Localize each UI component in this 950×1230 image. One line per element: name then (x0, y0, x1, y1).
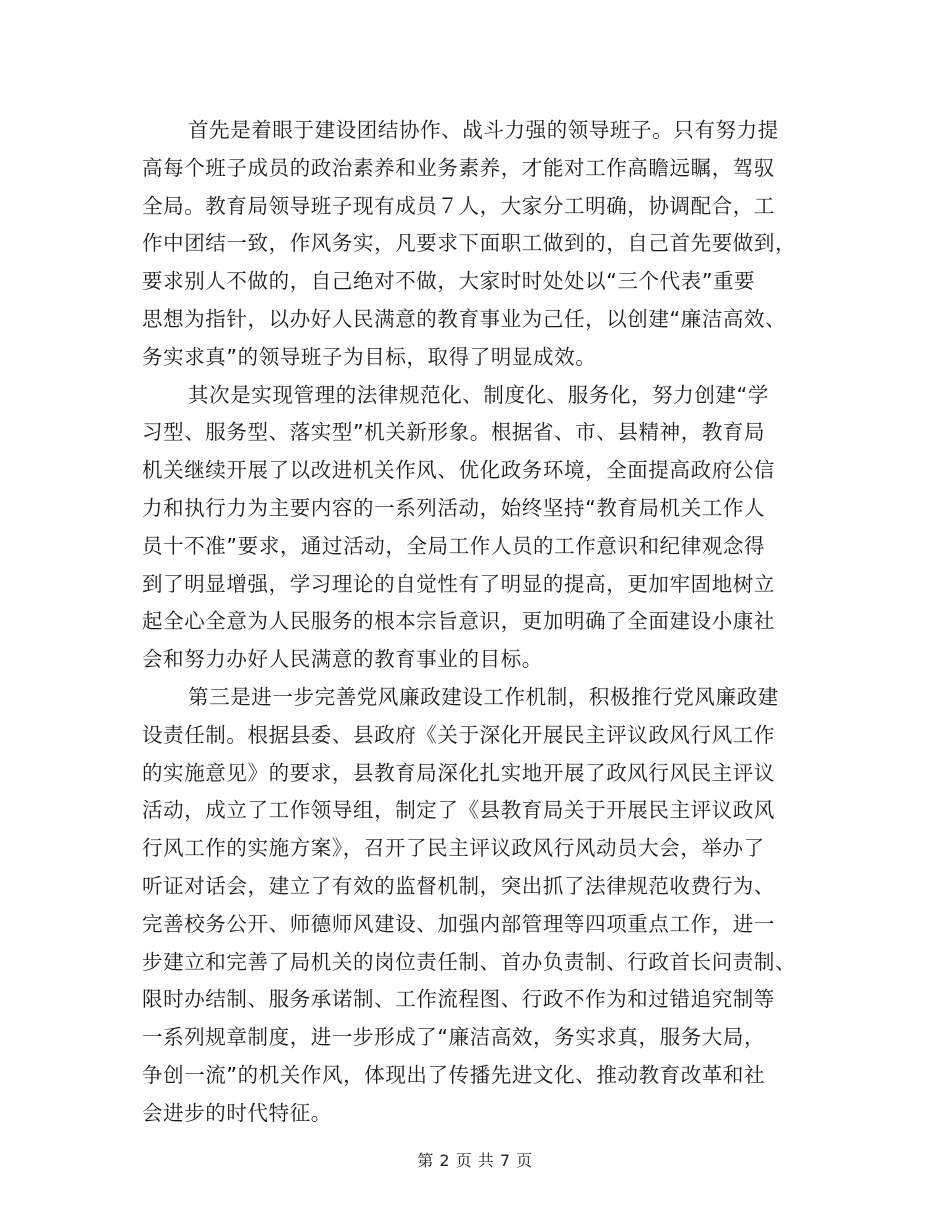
text-line: 的实施意见》的要求，县教育局深化扎实地开展了政风行风民主评议 (142, 760, 775, 785)
text-line: 设责任制。根据县委、县政府《关于深化开展民主评议政风行风工作 (142, 722, 775, 747)
text-line: 思想为指针，以办好人民满意的教育事业为己任，以创建“廉洁高效、 (142, 306, 787, 331)
text-line: 第三是进一步完善党风廉政建设工作机制，积极推行党风廉政建 (188, 684, 779, 709)
text-line: 要求别人不做的，自己绝对不做，大家时时处处以“三个代表”重要 (142, 269, 756, 294)
text-line: 作中团结一致，作风务实，凡要求下面职工做到的，自己首先要做到， (142, 231, 797, 256)
text-line: 听证对话会，建立了有效的监督机制，突出抓了法律规范收费行为、 (142, 873, 775, 898)
text-line: 完善校务公开、师德师风建设、加强内部管理等四项重点工作，进一 (142, 911, 775, 936)
text-line: 高每个班子成员的政治素养和业务素养，才能对工作高瞻远瞩，驾驭 (142, 155, 775, 180)
text-line: 务实求真”的领导班子为目标，取得了明显成效。 (142, 344, 597, 369)
page-number-footer: 第 2 页 共 7 页 (417, 1151, 533, 1170)
text-line: 步建立和完善了局机关的岗位责任制、首办负责制、行政首长问责制、 (142, 949, 797, 974)
document-body (142, 112, 812, 1133)
text-line: 到了明显增强，学习理论的自觉性有了明显的提高，更加牢固地树立 (142, 571, 775, 596)
text-line: 力和执行力为主要内容的一系列活动，始终坚持“教育局机关工作人 (142, 495, 766, 520)
paragraph-3 (142, 679, 812, 1133)
text-line: 限时办结制、服务承诺制、工作流程图、行政不作为和过错追究制等 (142, 987, 775, 1012)
text-line: 会进步的时代特征。 (142, 1100, 332, 1125)
text-line: 争创一流”的机关作风，体现出了传播先进文化、推动教育改革和社 (142, 1062, 766, 1087)
text-line: 一系列规章制度，进一步形成了“廉洁高效，务实求真，服务大局， (142, 1025, 766, 1050)
text-line: 员十不准”要求，通过活动，全局工作人员的工作意识和纪律观念得 (142, 533, 766, 558)
text-line: 其次是实现管理的法律规范化、制度化、服务化，努力创建“学 (188, 382, 769, 407)
paragraph-1 (142, 112, 812, 377)
text-line: 机关继续开展了以改进机关作风、优化政务环境，全面提高政府公信 (142, 458, 775, 483)
text-line: 行风工作的实施方案》，召开了民主评议政风行风动员大会，举办了 (142, 836, 765, 861)
text-line: 全局。教育局领导班子现有成员７人，大家分工明确，协调配合，工 (142, 193, 775, 218)
text-line: 活动，成立了工作领导组，制定了《县教育局关于开展民主评议政风 (142, 798, 775, 823)
text-line: 习型、服务型、落实型”机关新形象。根据省、市、县精神，教育局 (142, 420, 766, 445)
text-line: 会和努力办好人民满意的教育事业的目标。 (142, 647, 543, 672)
text-line: 起全心全意为人民服务的根本宗旨意识，更加明确了全面建设小康社 (142, 609, 775, 634)
text-line: 首先是着眼于建设团结协作、战斗力强的领导班子。只有努力提 (188, 118, 779, 142)
paragraph-2 (142, 377, 812, 679)
